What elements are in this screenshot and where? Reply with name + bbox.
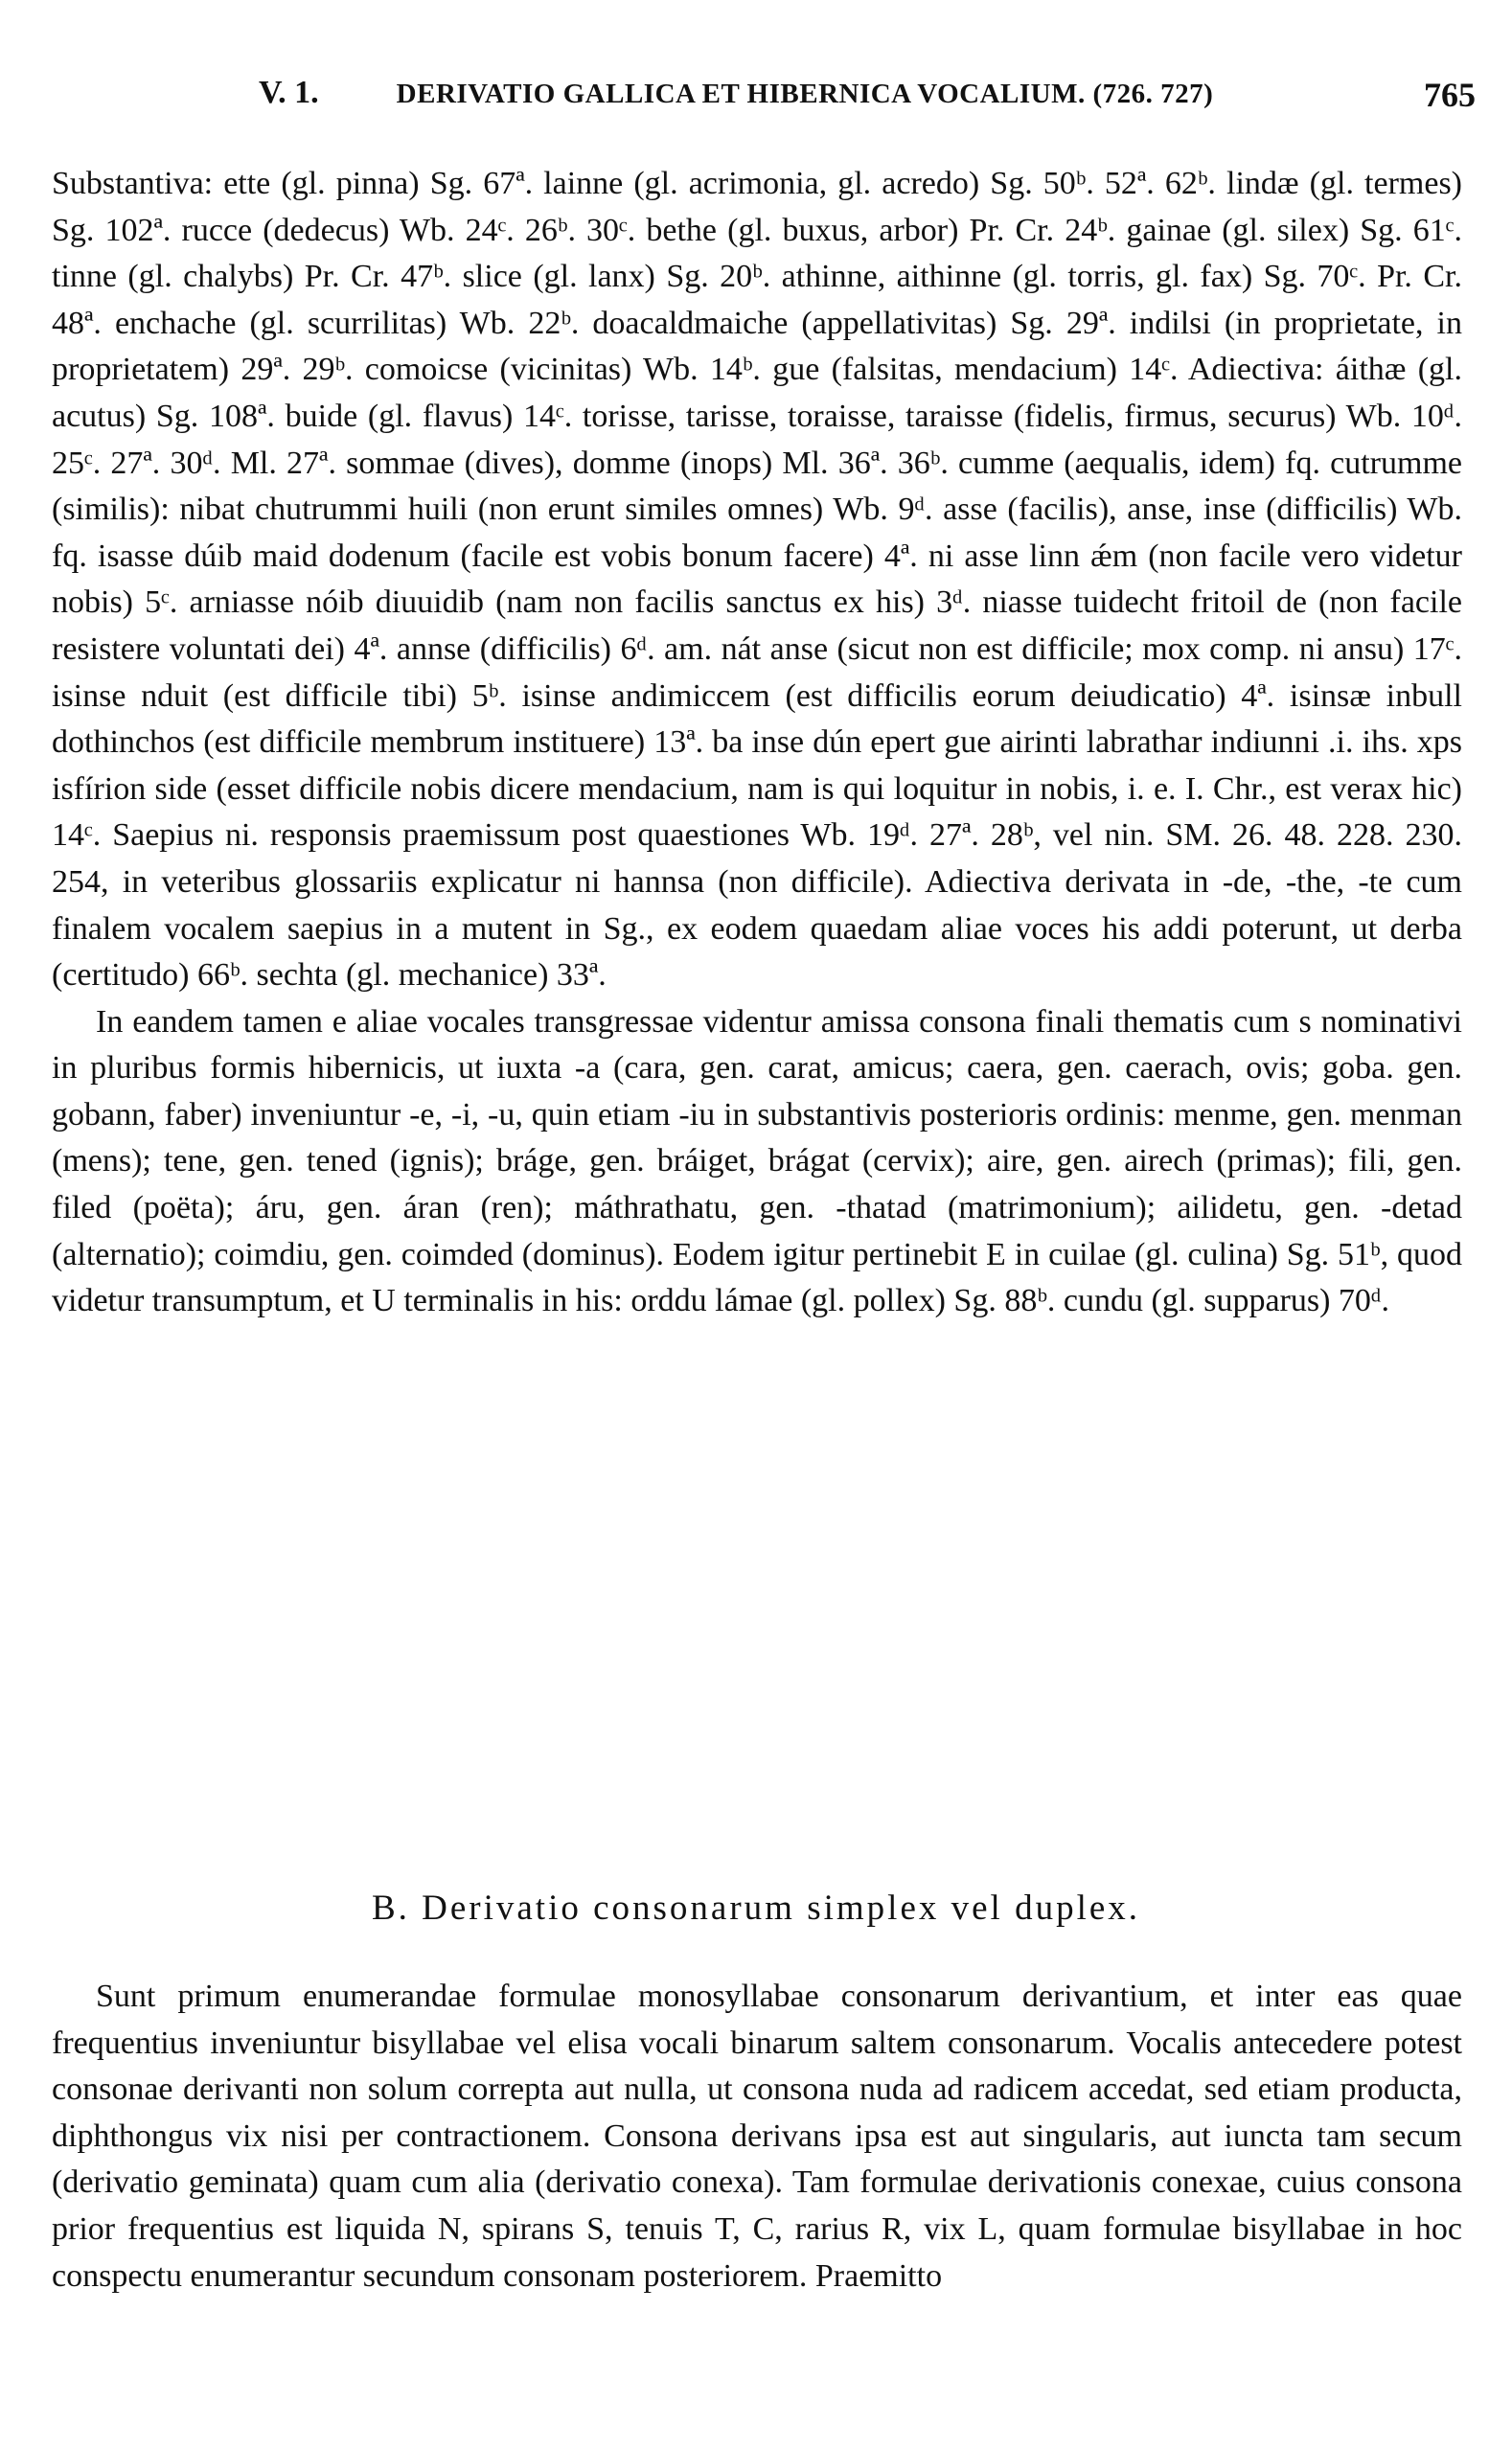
running-header: [259, 75, 1476, 132]
page-number: 765: [1424, 76, 1476, 114]
paragraph-substantiva: Substantiva: ette (gl. pinna) Sg. 67ª. lainne (gl. acrimonia, gl. acredo) Sg. 50ᵇ. 52ª. 62ᵇ. lindæ (gl. termes) Sg. 102ª. rucce (dedecus) Wb. 24ᶜ. 26ᵇ. 30ᶜ. bethe (gl. buxus, arbor) Pr. Cr. 24ᵇ. gainae (gl. silex) Sg. 61ᶜ. tinne (gl. chalybs) Pr. Cr. 47ᵇ. slice (gl. lanx) Sg. 20ᵇ. athinne, aithinne (gl. torris, gl. fax) Sg. 70ᶜ. Pr. Cr. 48ª. enchache (gl. scurrilitas) Wb. 22ᵇ. doacaldmaiche (appellativitas) Sg. 29ª. indilsi (in proprietate, in proprietatem) 29ª. 29ᵇ. comoicse (vicinitas) Wb. 14ᵇ. gue (falsitas, mendacium) 14ᶜ. Adiectiva: áithæ (gl. acutus) Sg. 108ª. buide (gl. flavus) 14ᶜ. torisse, tarisse, toraisse, taraisse (fidelis, firmus, securus) Wb. 10ᵈ. 25ᶜ. 27ª. 30ᵈ. Ml. 27ª. sommae (dives), domme (inops) Ml. 36ª. 36ᵇ. cumme (aequalis, idem) fq. cutrumme (similis): nibat chutrummi huili (non erunt similes omnes) Wb. 9ᵈ. asse (facilis), anse, inse (difficilis) Wb. fq. isasse dúib maid dodenum (facile est vobis bonum facere) 4ª. ni asse linn ǽm (non facile vero videtur nobis) 5ᶜ. arniasse nóib diuuidib (nam non facilis sanctus ex his) 3ᵈ. niasse tuidecht fritoil de (non facile resistere voluntati dei) 4ª. annse (difficilis) 6ᵈ. am. nát anse (sicut non est difficile; mox comp. ni ansu) 17ᶜ. isinse nduit (est difficile tibi) 5ᵇ. isinse andimiccem (est difficilis eorum deiudicatio) 4ª. isinsæ inbull dothinchos (est difficile membrum instituere) 13ª. ba inse dún epert gue airinti labrathar indiunni .i. ihs. xps isfírion side (esset difficile nobis dicere mendacium, nam is qui loquitur in nobis, i. e. I. Chr., est verax hic) 14ᶜ. Saepius ni. responsis praemissum post quaestiones Wb. 19ᵈ. 27ª. 28ᵇ, vel nin. SM. 26. 48. 228. 230. 254, in veteribus glossariis explicatur ni hannsa (non difficile). Adiectiva derivata in -de, -the, -te cum finalem vocalem saepius in a mutent in Sg., ex eodem quaedam aliae voces his addi poterunt, ut derba (certitudo) 66ᵇ. sechta (gl. mechanice) 33ª.: [52, 166, 1462, 994]
body-text-upper: [52, 161, 1462, 1325]
section-heading: B. Derivatio consonarum simplex vel duplex.: [371, 1888, 1141, 1928]
running-title: DERIVATIO GALLICA ET HIBERNICA VOCALIUM. (726. 727): [396, 79, 1214, 109]
paragraph-in-eandem: In eandem tamen e aliae vocales transgressae videntur amissa consona finali thematis cum s nominativi in pluribus formis hibernicis, ut iuxta -a (cara, gen. carat, amicus; caera, gen. caerach, ovis; goba. gen. gobann, faber) inveniuntur -e, -i, -u, quin etiam -iu in substantivis posterioris ordinis: menme, gen. menman (mens); tene, gen. tened (ignis); bráge, gen. bráiget, brágat (cervix); aire, gen. airech (primas); fili, gen. filed (poëta); áru, gen. áran (ren); máthrathatu, gen. -thatad (matrimonium); ailidetu, gen. -detad (alternatio); coimdiu, gen. coimded (dominus). Eodem igitur pertinebit E in cuilae (gl. culina) Sg. 51ᵇ, quod videtur transumptum, et U terminalis in his: orddu lámae (gl. pollex) Sg. 88ᵇ. cundu (gl. supparus) 70ᵈ.: [52, 1003, 1462, 1319]
paragraph-sunt-primum: Sunt primum enumerandae formulae monosyllabae consonarum derivantium, et inter eas quae frequentius inveniuntur bisyllabae vel elisa vocali binarum saltem consonarum. Vocalis antecedere potest consonae derivanti non solum correpta aut nulla, ut consona nuda ad radicem accedat, sed etiam producta, diphthongus vix nisi per contractionem. Consona derivans ipsa est aut singularis, aut iuncta tam secum (derivatio geminata) quam cum alia (derivatio conexa). Tam formulae derivationis conexae, cuius consona prior frequentius est liquida N, spirans S, tenuis T, C, rarius R, vix L, quam formulae bisyllabae in hoc conspectu enumerantur secundum consonam posteriorem. Praemitto: [52, 1979, 1462, 2294]
chapter-marker: V. 1.: [259, 75, 319, 110]
body-text-lower: [52, 1974, 1462, 2300]
